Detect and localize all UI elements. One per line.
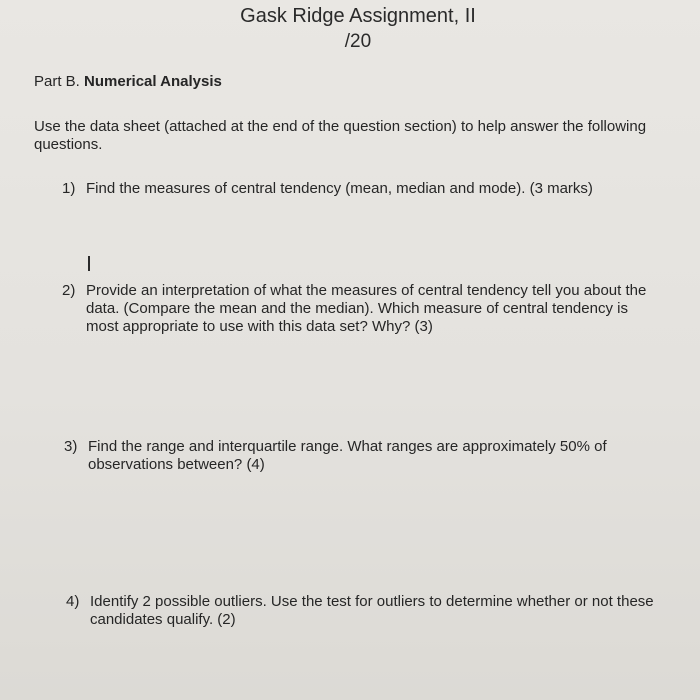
question-item xyxy=(62,282,662,336)
part-prefix: Part B. xyxy=(34,73,80,90)
document-score: /20 xyxy=(344,31,372,52)
question-number: 3) xyxy=(64,438,78,455)
question-item xyxy=(64,438,664,474)
question-number: 1) xyxy=(62,180,76,197)
document-title: Gask Ridge Assignment, II xyxy=(240,5,476,27)
question-number: 2) xyxy=(62,282,76,299)
question-text: Find the range and interquartile range. What ranges are approximately 50% of observations between? (4) xyxy=(88,438,607,473)
question-item xyxy=(66,593,666,629)
text-cursor xyxy=(88,256,90,271)
question-text: Identify 2 possible outliers. Use the test for outliers to determine whether or not these candidates qualify. (2) xyxy=(90,593,654,628)
question-text: Provide an interpretation of what the measures of central tendency tell you about the data. (Compare the mean and the median). Which measure of central tendency is most appropriate to use with this data set? Why? (3) xyxy=(86,282,647,335)
instructions-text: Use the data sheet (attached at the end of the question section) to help answer the following questions. xyxy=(34,118,647,153)
question-item xyxy=(62,180,662,198)
question-number: 4) xyxy=(66,593,80,610)
part-heading xyxy=(34,72,222,92)
part-title: Numerical Analysis xyxy=(84,73,222,90)
question-text: Find the measures of central tendency (mean, median and mode). (3 marks) xyxy=(86,180,593,197)
